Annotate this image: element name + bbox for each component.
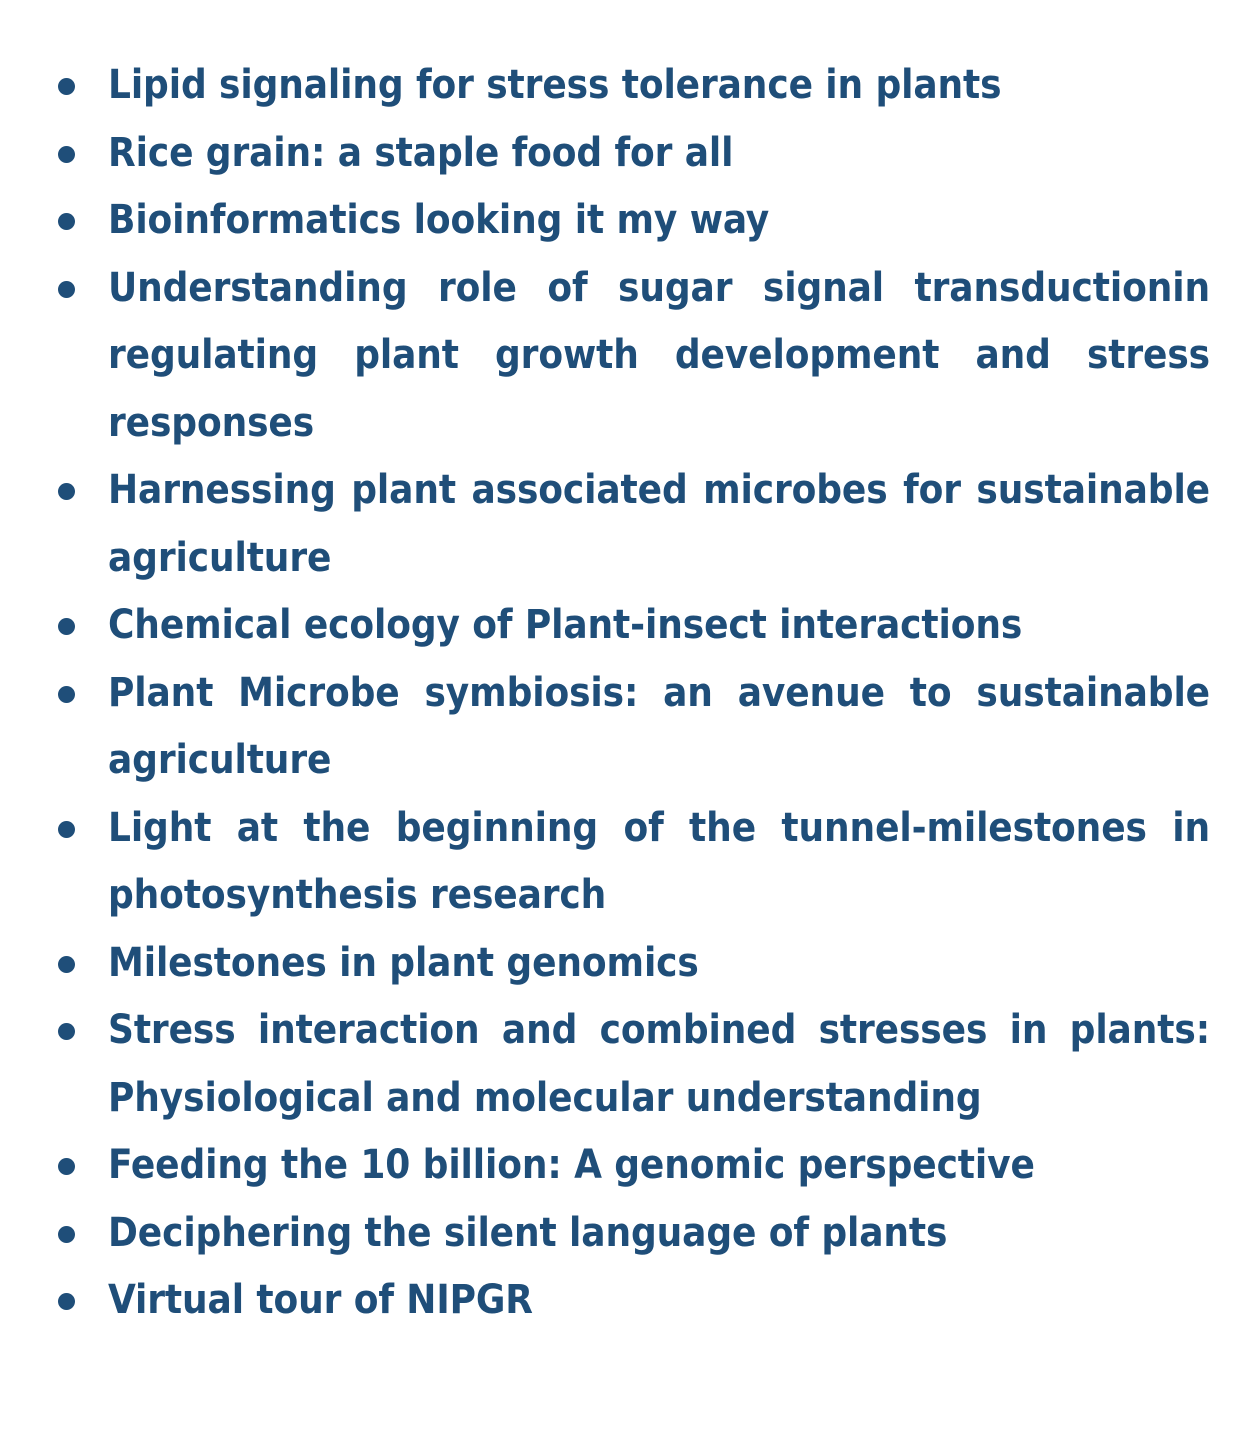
list-item — [108, 1132, 1210, 1200]
topic-text: Harnessing plant associated microbes for sustainable agriculture — [108, 467, 1210, 581]
list-item — [108, 255, 1210, 458]
topic-text: Chemical ecology of Plant-insect interactions — [108, 602, 1023, 648]
bullet-dot-icon — [58, 956, 75, 973]
list-item — [108, 930, 1210, 998]
topic-text: Milestones in plant genomics — [108, 939, 699, 986]
bullet-dot-icon — [58, 821, 75, 838]
bullet-dot-icon — [58, 1293, 75, 1310]
document-page — [0, 52, 1254, 1335]
bullet-dot-icon — [58, 213, 75, 230]
topic-text: Understanding role of sugar signal transductionin regulating plant growth development and stress responses — [108, 264, 1210, 446]
topic-text: Virtual tour of NIPGR — [108, 1277, 533, 1323]
bullet-dot-icon — [58, 1023, 75, 1040]
list-item — [108, 187, 1210, 255]
topic-text: Light at the beginning of the tunnel-milestones in photosynthesis research — [108, 804, 1210, 918]
topic-text: Bioinformatics looking it my way — [108, 197, 770, 243]
topic-text: Stress interaction and combined stresses in plants: Physiological and molecular understanding — [108, 1007, 1210, 1121]
list-item — [108, 120, 1210, 188]
list-item — [108, 457, 1210, 592]
list-item — [108, 1200, 1210, 1268]
topic-text: Feeding the 10 billion: A genomic perspective — [108, 1142, 1035, 1188]
topic-text: Rice grain: a staple food for all — [108, 129, 734, 176]
topic-text: Deciphering the silent language of plants — [108, 1209, 948, 1256]
topic-text: Plant Microbe symbiosis: an avenue to sustainable agriculture — [108, 669, 1210, 783]
bullet-dot-icon — [58, 618, 75, 635]
list-item — [108, 52, 1210, 120]
list-item — [108, 1267, 1210, 1335]
topic-text: Lipid signaling for stress tolerance in plants — [108, 62, 1002, 108]
bullet-dot-icon — [58, 686, 75, 703]
bullet-dot-icon — [58, 1226, 75, 1243]
list-item — [108, 660, 1210, 795]
bullet-dot-icon — [58, 1158, 75, 1175]
bullet-dot-icon — [58, 483, 75, 500]
bullet-dot-icon — [58, 78, 75, 95]
bullet-dot-icon — [58, 146, 75, 163]
bullet-dot-icon — [58, 281, 75, 298]
list-item — [108, 592, 1210, 660]
list-item — [108, 795, 1210, 930]
topic-list — [0, 52, 1254, 1335]
list-item — [108, 997, 1210, 1132]
